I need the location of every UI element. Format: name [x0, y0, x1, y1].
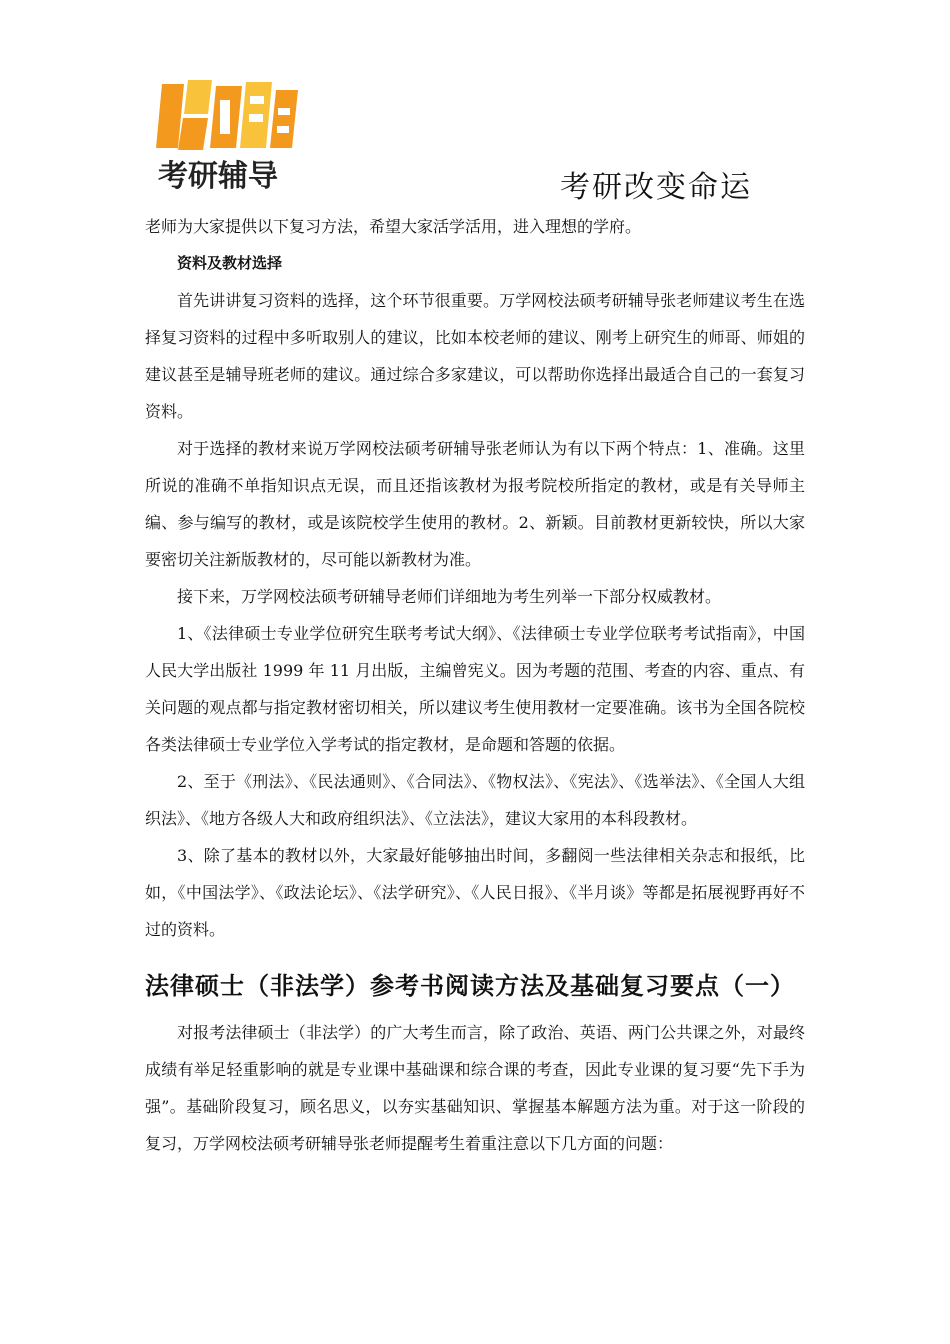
paragraph: 1、《法律硕士专业学位研究生联考考试大纲》、《法律硕士专业学位联考考试指南》，中国人民大学出版社 1999 年 11 月出版，主编曾宪义。因为考题的范围、考查的内容、重点、有关问题的观点都与指定教材密切相关，所以建议考生使用教材一定要准确。该书为全国各院校各类法律硕士专业学位入学考试的指定教材，是命题和答题的依据。	[145, 624, 805, 754]
svg-text:考研辅导: 考研辅导	[158, 159, 278, 194]
paragraph: 接下来，万学网校法硕考研辅导老师们详细地为考生列举一下部分权威教材。	[177, 587, 722, 606]
paragraph: 对报考法律硕士（非法学）的广大考生而言，除了政治、英语、两门公共课之外，对最终成绩有举足轻重影响的就是专业课中基础课和综合课的考查，因此专业课的复习要“先下手为强”。基础阶段复习，顾名思义，以夯实基础知识、掌握基本解题方法为重。对于这一阶段的复习，万学网校法硕考研辅导张老师提醒考生着重注意以下几方面的问题：	[145, 1023, 805, 1153]
section-heading: 法律硕士（非法学）参考书阅读方法及基础复习要点（一）	[145, 972, 795, 1000]
paragraph: 2、至于《刑法》、《民法通则》、《合同法》、《物权法》、《宪法》、《选举法》、《全国人大组织法》、《地方各级人大和政府组织法》、《立法法》，建议大家用的本科段教材。	[145, 772, 805, 828]
brand-logo	[150, 78, 310, 196]
intro-text: 老师为大家提供以下复习方法，希望大家活学活用，进入理想的学府。	[145, 217, 642, 236]
logo-mark-icon	[150, 78, 310, 196]
paragraph: 3、除了基本的教材以外，大家最好能够抽出时间，多翻阅一些法律相关杂志和报纸，比如，《中国法学》、《政法论坛》、《法学研究》、《人民日报》、《半月谈》等都是拓展视野再好不过的资料。	[145, 846, 805, 939]
paragraph: 对于选择的教材来说万学网校法硕考研辅导张老师认为有以下两个特点：1、准确。这里所说的准确不单指知识点无误，而且还指该教材为报考院校所指定的教材，或是有关导师主编、参与编写的教材，或是该院校学生使用的教材。2、新颖。目前教材更新较快，所以大家要密切关注新版教材的，尽可能以新教材为准。	[145, 439, 805, 569]
section-title-materials: 资料及教材选择	[177, 254, 283, 272]
paragraph: 首先讲讲复习资料的选择，这个环节很重要。万学网校法硕考研辅导张老师建议考生在选择复习资料的过程中多听取别人的建议，比如本校老师的建议、刚考上研究生的师哥、师姐的建议甚至是辅导班老师的建议。通过综合多家建议，可以帮助你选择出最适合自己的一套复习资料。	[145, 291, 805, 421]
document-body	[145, 208, 805, 1162]
header-slogan: 考研改变命运	[560, 170, 752, 205]
